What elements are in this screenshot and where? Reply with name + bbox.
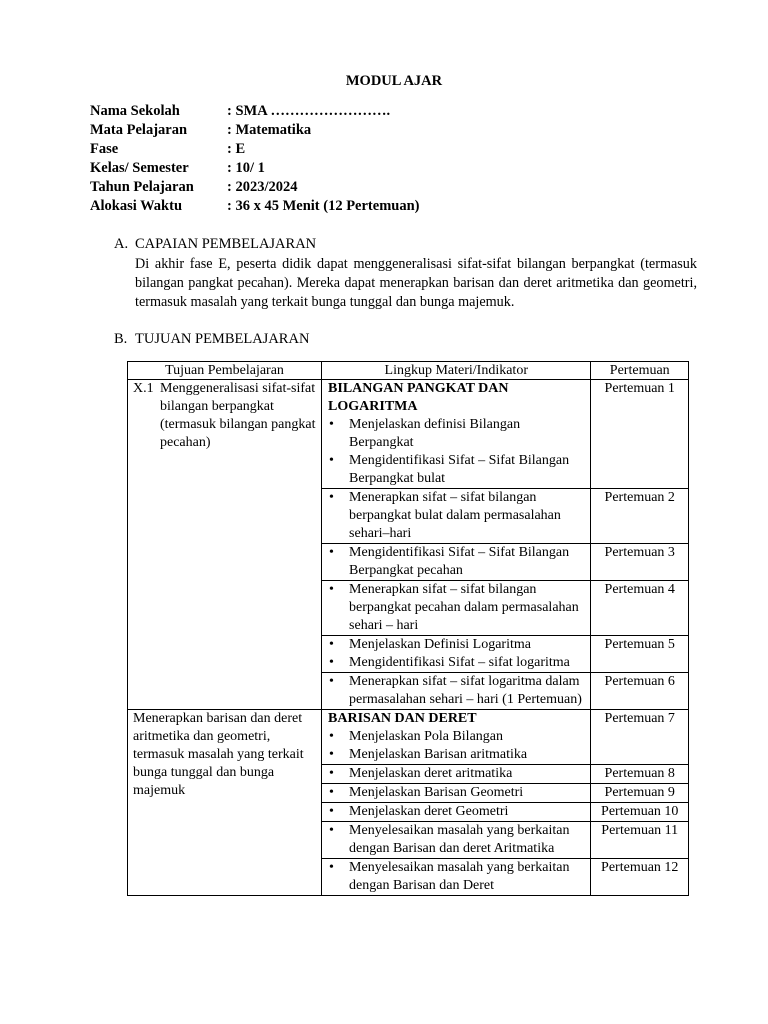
- material-cell: [322, 581, 591, 636]
- meeting-cell: Pertemuan 2: [591, 489, 689, 544]
- meta-row: [90, 102, 419, 121]
- indicator-list: [328, 673, 585, 709]
- section-title: CAPAIAN PEMBELAJARAN: [135, 236, 317, 252]
- objective-cell: [128, 380, 322, 710]
- list-item: • Menyelesaikan masalah yang berkaitan dengan Barisan dan deret Aritmatika: [328, 822, 585, 858]
- meeting-cell: Pertemuan 9: [591, 784, 689, 803]
- meta-row: [90, 159, 419, 178]
- material-cell: [322, 803, 591, 822]
- section-title: TUJUAN PEMBELAJARAN: [135, 331, 310, 347]
- meta-label: Mata Pelajaran: [90, 122, 188, 138]
- list-item: • Menjelaskan Pola Bilangan: [328, 728, 585, 746]
- material-heading: BARISAN DAN DERET: [328, 711, 477, 726]
- meta-label: Kelas/ Semester: [90, 160, 189, 176]
- meeting-cell: Pertemuan 10: [591, 803, 689, 822]
- section-b-heading: [114, 331, 309, 348]
- meeting-cell: Pertemuan 5: [591, 636, 689, 673]
- material-cell: [322, 710, 591, 765]
- meta-value: : E: [227, 141, 246, 157]
- material-cell: [322, 784, 591, 803]
- table-row: [128, 710, 689, 765]
- list-item: • Menyelesaikan masalah yang berkaitan dengan Barisan dan Deret: [328, 859, 585, 895]
- section-letter: A.: [114, 236, 129, 252]
- indicator-list: [328, 822, 585, 858]
- material-cell: [322, 859, 591, 896]
- identity-block: [90, 102, 419, 216]
- meta-value: : 10/ 1: [227, 160, 265, 176]
- list-item: • Menjelaskan Definisi Logaritma: [328, 636, 585, 654]
- meeting-cell: Pertemuan 1: [591, 380, 689, 489]
- meta-label: Fase: [90, 141, 119, 157]
- indicator-list: [328, 803, 585, 821]
- list-item: • Menjelaskan deret Geometri: [328, 803, 585, 821]
- meeting-cell: Pertemuan 12: [591, 859, 689, 896]
- section-letter: B.: [114, 331, 128, 347]
- meeting-cell: Pertemuan 3: [591, 544, 689, 581]
- list-item: • Menjelaskan deret aritmatika: [328, 765, 585, 783]
- indicator-list: [328, 765, 585, 783]
- list-item: • Menerapkan sifat – sifat logaritma dalam permasalahan sehari – hari (1 Pertemuan): [328, 673, 585, 709]
- objective-number: X.1: [133, 381, 154, 396]
- table-header-row: [128, 362, 689, 380]
- indicator-list: [328, 728, 585, 764]
- indicator-list: [328, 581, 585, 635]
- list-item: • Menjelaskan Barisan aritmatika: [328, 746, 585, 764]
- section-a-paragraph: Di akhir fase E, peserta didik dapat menggeneralisasi sifat-sifat bilangan berpangkat (termasuk bilangan pangkat pecahan). Mereka dapat menerapkan barisan dan deret aritmetika dan geometri, termasuk masalah yang terkait bunga tunggal dan bunga majemuk.: [135, 256, 697, 310]
- meta-value: : 2023/2024: [227, 179, 298, 195]
- meta-value: : Matematika: [227, 122, 312, 138]
- meta-row: [90, 197, 419, 216]
- indicator-list: [328, 859, 585, 895]
- indicator-list: [328, 636, 585, 672]
- list-item: • Mengidentifikasi Sifat – Sifat Bilangan Berpangkat bulat: [328, 452, 585, 488]
- list-item: • Mengidentifikasi Sifat – sifat logaritma: [328, 654, 585, 672]
- material-cell: [322, 822, 591, 859]
- objective: [133, 380, 316, 452]
- document-title: MODUL AJAR: [345, 73, 443, 89]
- list-item: • Mengidentifikasi Sifat – Sifat Bilangan Berpangkat pecahan: [328, 544, 585, 580]
- meta-label: Alokasi Waktu: [90, 198, 183, 214]
- list-item: • Menerapkan sifat – sifat bilangan berpangkat bulat dalam permasalahan sehari–hari: [328, 489, 585, 543]
- list-item: • Menjelaskan Barisan Geometri: [328, 784, 585, 802]
- material-cell: [322, 765, 591, 784]
- meta-row: [90, 121, 419, 140]
- indicator-list: [328, 544, 585, 580]
- table-row: [128, 380, 689, 489]
- material-cell: [322, 673, 591, 710]
- material-cell: [322, 380, 591, 489]
- meeting-cell: Pertemuan 8: [591, 765, 689, 784]
- meta-label: Tahun Pelajaran: [90, 179, 194, 195]
- column-header: Pertemuan: [591, 362, 689, 380]
- objective-text: Menggeneralisasi sifat-sifat bilangan berpangkat (termasuk bilangan pangkat pecahan): [160, 381, 316, 450]
- column-header: Tujuan Pembelajaran: [128, 362, 322, 380]
- meta-row: [90, 178, 419, 197]
- meeting-cell: Pertemuan 4: [591, 581, 689, 636]
- meeting-cell: Pertemuan 11: [591, 822, 689, 859]
- objective-cell: Menerapkan barisan dan deret aritmetika dan geometri, termasuk masalah yang terkait bunga tunggal dan bunga majemuk: [128, 710, 322, 896]
- section-a-heading: [114, 236, 316, 253]
- material-cell: [322, 489, 591, 544]
- material-cell: [322, 544, 591, 581]
- meta-row: [90, 140, 419, 159]
- column-header: Lingkup Materi/Indikator: [322, 362, 591, 380]
- meeting-cell: Pertemuan 6: [591, 673, 689, 710]
- indicator-list: [328, 489, 585, 543]
- meeting-cell: Pertemuan 7: [591, 710, 689, 765]
- material-cell: [322, 636, 591, 673]
- material-heading: BILANGAN PANGKAT DAN LOGARITMA: [328, 381, 509, 414]
- list-item: • Menjelaskan definisi Bilangan Berpangkat: [328, 416, 585, 452]
- meta-value: : SMA …………………….: [227, 103, 391, 119]
- indicator-list: [328, 784, 585, 802]
- meta-label: Nama Sekolah: [90, 103, 180, 119]
- list-item: • Menerapkan sifat – sifat bilangan berpangkat pecahan dalam permasalahan sehari – hari: [328, 581, 585, 635]
- meta-value: : 36 x 45 Menit (12 Pertemuan): [227, 198, 420, 214]
- indicator-list: [328, 416, 585, 488]
- objectives-table: [127, 361, 689, 896]
